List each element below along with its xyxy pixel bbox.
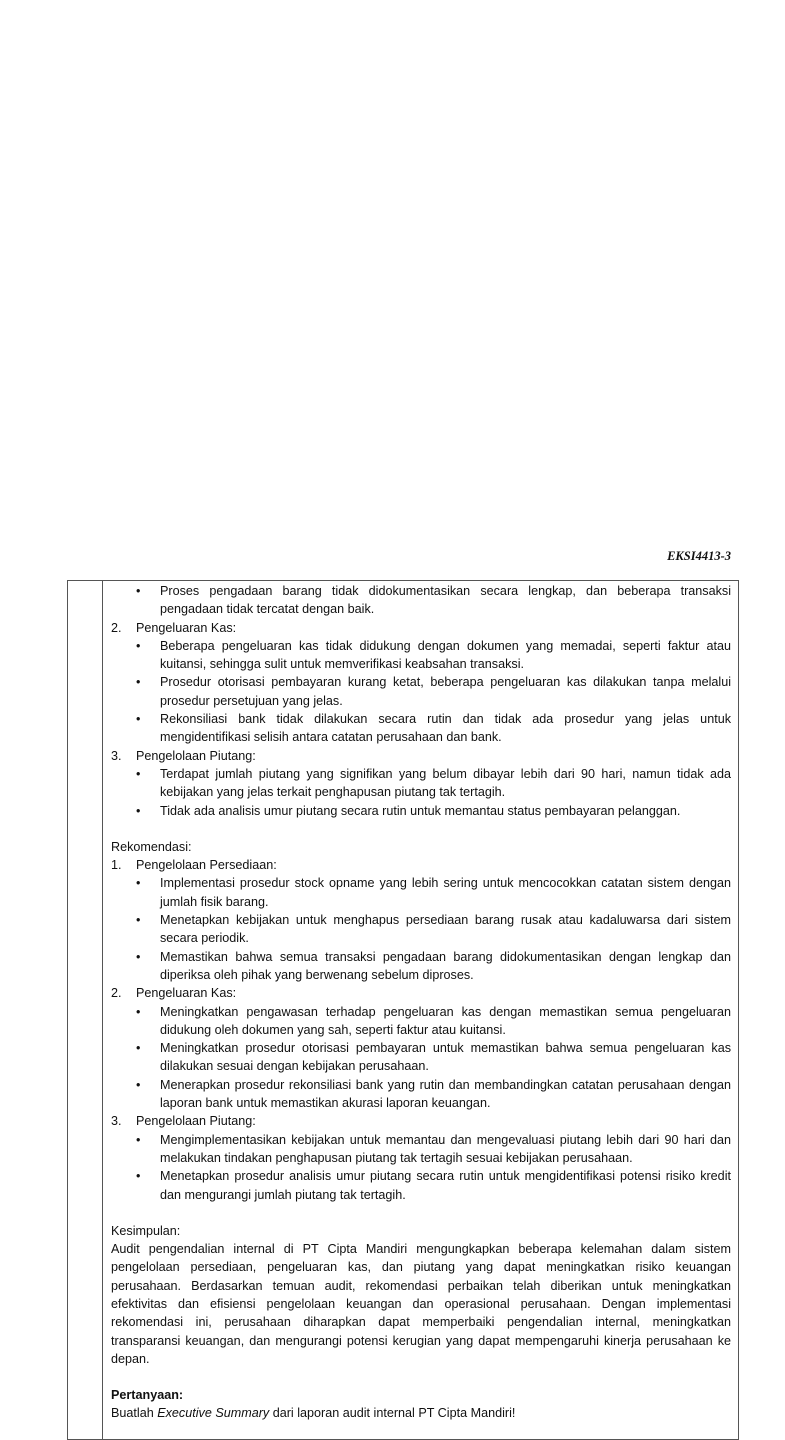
list-item: • Menerapkan prosedur rekonsiliasi bank yang rutin dan membandingkan catatan perusahaan dengan laporan bank untuk memastikan akurasi laporan keuangan. — [136, 1077, 731, 1111]
section-heading-pertanyaan: Pertanyaan: — [111, 1388, 184, 1403]
list-item: • Menetapkan prosedur analisis umur piutang secara rutin untuk mengidentifikasi potensi risiko kredit dan mengurangi jumlah piutang tak tertagih. — [136, 1169, 731, 1202]
list-item: • Implementasi prosedur stock opname yang lebih sering untuk mencocokkan catatan sistem dengan jumlah fisik barang. — [136, 876, 731, 909]
list-item: • Meningkatkan pengawasan terhadap pengeluaran kas dengan memastikan semua pengeluaran didukung oleh dokumen yang sah, seperti faktur atau kuitansi. — [136, 1004, 731, 1037]
numbered-heading: 2. Pengeluaran Kas: — [111, 620, 237, 635]
numbered-heading: 2. Pengeluaran Kas: — [111, 986, 237, 1001]
bullet-icon: • — [136, 1169, 141, 1184]
list-item: • Rekonsiliasi bank tidak dilakukan secara rutin dan tidak ada prosedur yang jelas untuk mengidentifikasi selisih antara catatan perusahaan dan bank. — [136, 712, 731, 745]
section-heading-rekomendasi: Rekomendasi: — [111, 839, 192, 854]
table-column-divider — [102, 581, 103, 1439]
list-item: • Tidak ada analisis umur piutang secara rutin untuk memantau status pembayaran pelanggan. — [111, 802, 731, 820]
list-item: • Memastikan bahwa semua transaksi pengadaan barang didokumentasikan dengan lengkap dan diperiksa oleh pihak yang berwenang sebelum diproses. — [136, 949, 731, 982]
list-item: • Meningkatkan prosedur otorisasi pembayaran untuk memastikan bahwa semua pengeluaran kas dilakukan sesuai dengan kebijakan perusahaan. — [136, 1041, 731, 1074]
bullet-icon: • — [136, 1041, 141, 1056]
bullet-icon: • — [136, 803, 141, 818]
numbered-heading: 3. Pengelolaan Piutang: — [111, 748, 256, 763]
bullet-icon: • — [136, 766, 141, 781]
numbered-heading: 1. Pengelolaan Persediaan: — [111, 858, 277, 873]
list-item: • Proses pengadaan barang tidak didokumentasikan secara lengkap, dan beberapa transaksi pengadaan tidak tercatat dengan baik. — [136, 584, 731, 617]
bullet-icon: • — [136, 1132, 141, 1147]
bullet-icon: • — [136, 638, 141, 653]
bullet-icon: • — [136, 949, 141, 964]
conclusion-paragraph: Audit pengendalian internal di PT Cipta Mandiri mengungkapkan beberapa kelemahan dalam sistem pengelolaan persediaan, pengeluaran kas, dan piutang yang dapat meningkatkan risiko keuangan perusahaan. Berdasarkan temuan audit, rekomendasi perbaikan telah diberikan untuk meningkatkan efektivitas dan efisiensi pengelolaan keuangan dan operasional perusahaan. Dengan implementasi rekomendasi ini, perusahaan diharapkan dapat memperbaiki pengendalian internal, meningkatkan transparansi keuangan, dan mengurangi potensi kerugian yang dapat mempengaruhi kinerja perusahaan ke depan. — [111, 1242, 731, 1366]
bullet-icon: • — [136, 584, 141, 598]
document-body — [111, 582, 731, 1423]
list-item: • Terdapat jumlah piutang yang signifikan yang belum dibayar lebih dari 90 hari, namun tidak ada kebijakan yang jelas terkait penghapusan piutang tak tertagih. — [136, 766, 731, 800]
list-item: • Beberapa pengeluaran kas tidak didukung dengan dokumen yang memadai, seperti faktur atau kuitansi, sehingga sulit untuk memverifikasi keabsahan transaksi. — [136, 638, 731, 672]
bullet-icon: • — [136, 876, 141, 891]
bullet-icon: • — [136, 675, 141, 690]
section-heading-kesimpulan: Kesimpulan: — [111, 1223, 181, 1238]
list-item: • Menetapkan kebijakan untuk menghapus persediaan barang rusak atau kadaluwarsa dari sistem secara periodik. — [136, 913, 731, 946]
question-text: Buatlah Executive Summary dari laporan audit internal PT Cipta Mandiri! — [111, 1406, 516, 1421]
bullet-icon: • — [136, 712, 141, 727]
bullet-icon: • — [136, 1077, 141, 1092]
numbered-heading: 3. Pengelolaan Piutang: — [111, 1114, 256, 1129]
bullet-icon: • — [136, 1004, 141, 1019]
list-item: • Prosedur otorisasi pembayaran kurang ketat, beberapa pengeluaran kas dilakukan tanpa melalui prosedur persetujuan yang jelas. — [136, 675, 731, 708]
document-code: EKSI4413-3 — [667, 549, 731, 563]
list-item: • Mengimplementasikan kebijakan untuk memantau dan mengevaluasi piutang lebih dari 90 hari dan melakukan tindakan penghapusan piutang tak tertagih sesuai kebijakan perusahaan. — [136, 1132, 731, 1165]
bullet-icon: • — [136, 913, 141, 928]
